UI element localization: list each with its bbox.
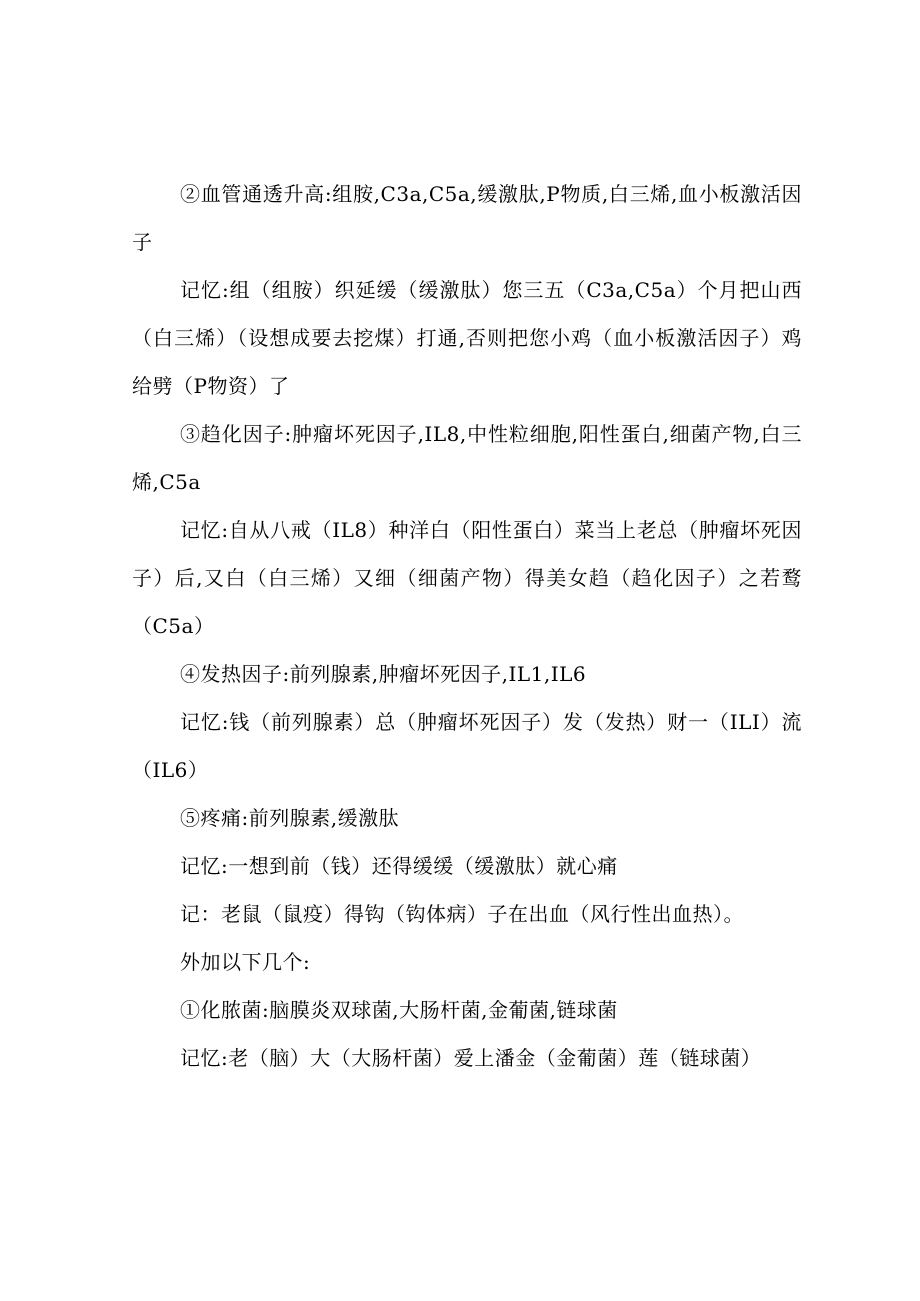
paragraph-memory-rat: 记：老鼠（鼠疫）得钩（钩体病）子在出血（风行性出血热）。 (180, 902, 744, 926)
paragraph-pyogenic-bacteria: ①化脓菌:脑膜炎双球菌,大肠杆菌,金葡菌,链球菌 (180, 998, 618, 1022)
paragraph-vascular-permeability: ②血管通透升高:组胺,C3a,C5a,缓激肽,P物质,白三烯,血小板激活因子 (132, 182, 802, 254)
paragraph-pain: ⑤疼痛:前列腺素,缓激肽 (180, 806, 400, 830)
paragraph-memory-pyogenic: 记忆:老（脑）大（大肠杆菌）爱上潘金（金葡菌）莲（链球菌） (180, 1046, 762, 1070)
paragraph-additional: 外加以下几个: (180, 950, 311, 974)
paragraph-memory-chemotactic: 记忆:自从八戒（IL8）种洋白（阳性蛋白）菜当上老总（肿瘤坏死因子）后,又白（白三烯）又细（细菌产物）得美女趋（趋化因子）之若鹜（C5a） (132, 518, 802, 638)
document-page (132, 170, 802, 1082)
paragraph-fever-factors: ④发热因子:前列腺素,肿瘤坏死因子,IL1,IL6 (180, 662, 587, 686)
paragraph-memory-pain: 记忆:一想到前（钱）还得缓缓（缓激肽）就心痛 (180, 854, 618, 878)
paragraph-chemotactic-factors: ③趋化因子:肿瘤坏死因子,IL8,中性粒细胞,阳性蛋白,细菌产物,白三烯,C5a (132, 422, 802, 494)
paragraph-memory-fever: 记忆:钱（前列腺素）总（肿瘤坏死因子）发（发热）财一（ILI）流（IL6） (132, 710, 802, 782)
paragraph-memory-vascular: 记忆:组（组胺）织延缓（缓激肽）您三五（C3a,C5a）个月把山西（白三烯）（设想成要去挖煤）打通,否则把您小鸡（血小板激活因子）鸡给劈（P物资）了 (132, 278, 802, 398)
